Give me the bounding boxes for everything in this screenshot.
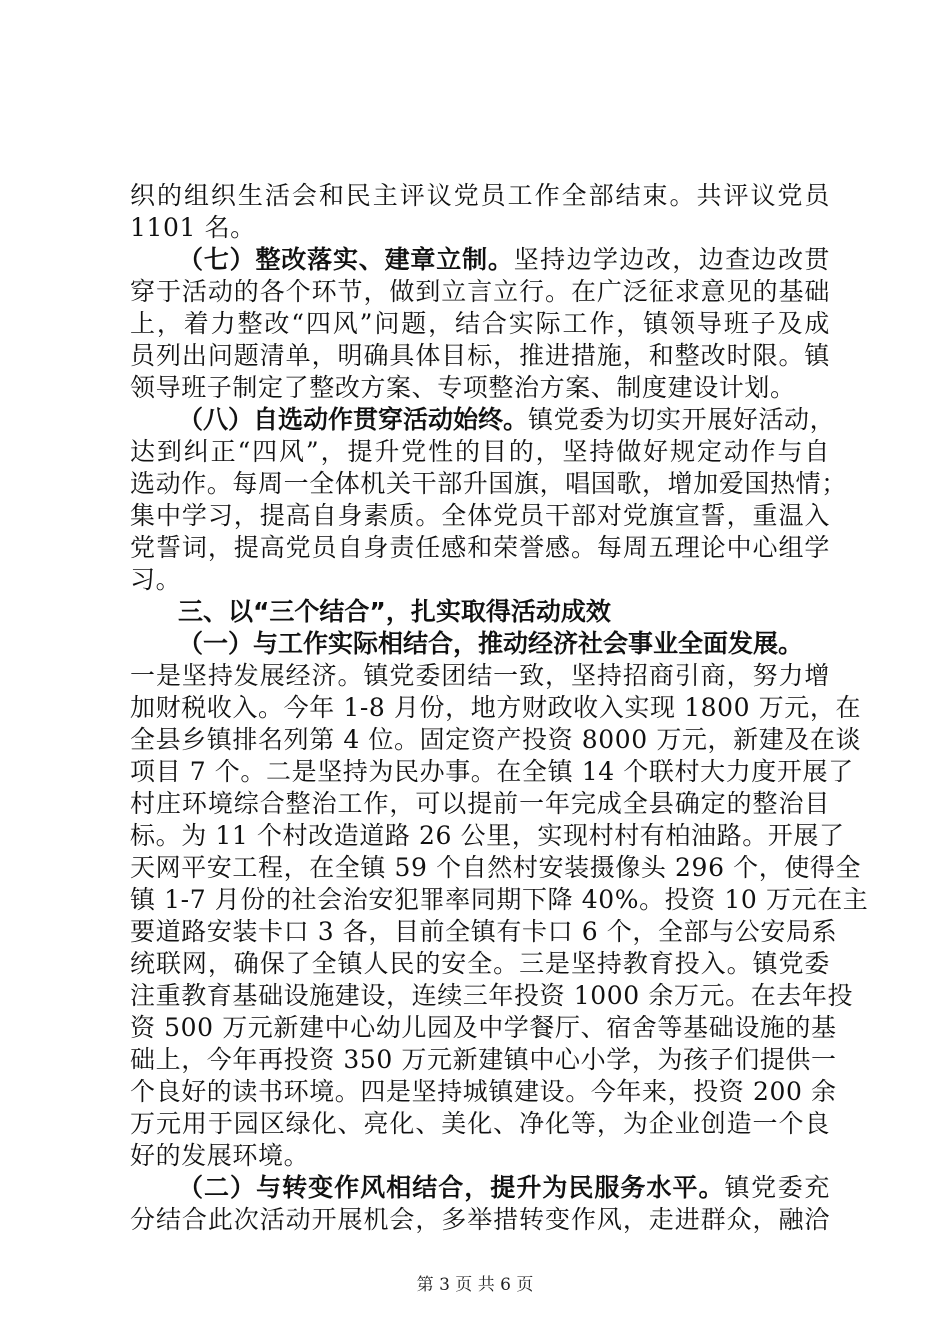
text-line: 注重教育基础设施建设，连续三年投资 1000 余万元。在去年投 [130, 981, 854, 1010]
text-line: 上，着力整改“四风”问题，结合实际工作，镇领导班子及成 [130, 309, 830, 338]
text-line: 员列出问题清单，明确具体目标，推进措施，和整改时限。镇 [130, 341, 830, 370]
text-line: 党誓词，提高党员自身责任感和荣誉感。每周五理论中心组学 [130, 533, 830, 562]
text-line: 穿于活动的各个环节，做到立言立行。在广泛征求意见的基础 [130, 277, 830, 306]
text-line: 达到纠正“四风”，提升党性的目的，坚持做好规定动作与自 [130, 437, 830, 466]
chapter-3-heading: 三、以“三个结合”，扎实取得活动成效 [178, 597, 611, 626]
text-line: 加财税收入。今年 1-8 月份，地方财政收入实现 1800 万元，在 [130, 693, 862, 722]
text-line: 标。为 11 个村改造道路 26 公里，实现村村有柏油路。开展了 [130, 821, 845, 850]
text-run: 镇党委充 [724, 1173, 830, 1202]
text-line: 础上，今年再投资 350 万元新建镇中心小学，为孩子们提供一 [130, 1045, 837, 1074]
text-line: 织的组织生活会和民主评议党员工作全部结束。共评议党员 [130, 181, 830, 210]
text-line: 全县乡镇排名列第 4 位。固定资产投资 8000 万元，新建及在谈 [130, 725, 862, 754]
text-line: 个良好的读书环境。四是坚持城镇建设。今年来，投资 200 余 [130, 1077, 837, 1106]
text-line: 村庄环境综合整治工作，可以提前一年完成全县确定的整治目 [130, 789, 830, 818]
text-run: 坚持边学边改，边查边改贯 [513, 245, 830, 274]
text-line: 万元用于园区绿化、亮化、美化、净化等，为企业创造一个良 [130, 1109, 830, 1138]
section-7-line [178, 244, 830, 276]
text-run: 镇党委为切实开展好活动， [528, 405, 836, 434]
subsection-1-heading: （一）与工作实际相结合，推动经济社会事业全面发展。 [178, 629, 804, 658]
text-line: 镇 1-7 月份的社会治安犯罪率同期下降 40%。投资 10 万元在主 [130, 885, 869, 914]
text-line: 统联网，确保了全镇人民的安全。三是坚持教育投入。镇党委 [130, 949, 830, 978]
section-7-heading: （七）整改落实、建章立制。 [178, 245, 514, 274]
text-line: 分结合此次活动开展机会，多举措转变作风，走进群众，融洽 [130, 1205, 830, 1234]
text-line: 资 500 万元新建中心幼儿园及中学餐厅、宿舍等基础设施的基 [130, 1013, 837, 1042]
subsection-2-line [178, 1172, 830, 1204]
text-line: 习。 [130, 565, 182, 594]
text-line: 领导班子制定了整改方案、专项整治方案、制度建设计划。 [130, 373, 796, 402]
text-line: 集中学习，提高自身素质。全体党员干部对党旗宣誓，重温入 [130, 501, 830, 530]
section-8-heading: （八）自选动作贯穿活动始终。 [178, 405, 529, 434]
text-line: 选动作。每周一全体机关干部升国旗，唱国歌，增加爱国热情； [130, 469, 847, 498]
text-line: 项目 7 个。二是坚持为民办事。在全镇 14 个联村大力度开展了 [130, 757, 854, 786]
text-line: 要道路安装卡口 3 各，目前全镇有卡口 6 个，全部与公安局系 [130, 917, 838, 946]
subsection-2-heading: （二）与转变作风相结合，提升为民服务水平。 [178, 1173, 725, 1202]
text-line: 好的发展环境。 [130, 1141, 310, 1170]
page-footer: 第 3 页 共 6 页 [416, 1275, 534, 1295]
text-line: 天网平安工程，在全镇 59 个自然村安装摄像头 296 个，使得全 [130, 853, 862, 882]
section-8-line [178, 404, 836, 436]
text-line: 1101 名。 [130, 213, 256, 242]
text-line: 一是坚持发展经济。镇党委团结一致，坚持招商引商，努力增 [130, 661, 830, 690]
